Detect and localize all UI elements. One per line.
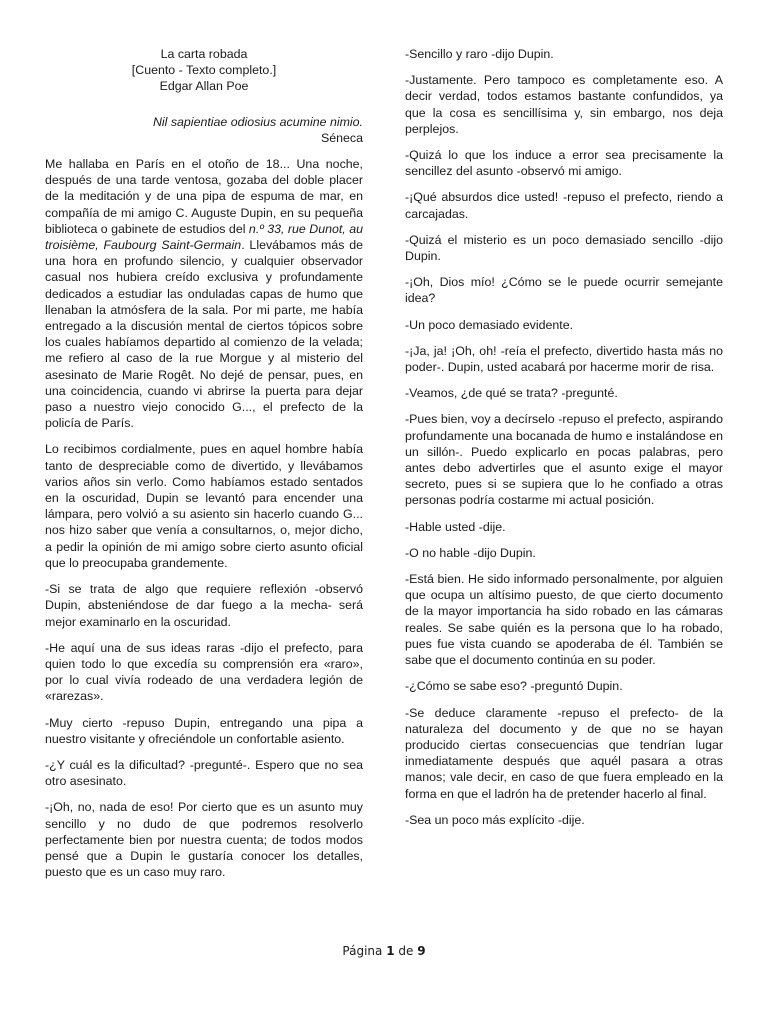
- paragraph: -¿Y cuál es la dificultad? -pregunté-. Espero que no sea otro asesinato.: [45, 757, 363, 789]
- paragraph: -He aquí una de sus ideas raras -dijo el prefecto, para quien todo lo que excedía su comprensión era «raro», por lo cual vivía rodeado de una verdadera legión de «rarezas».: [45, 640, 363, 704]
- epigraph: [45, 114, 363, 146]
- address-text: n.º 33, rue Dunot, au troisième, Faubourg Saint-Germain: [45, 221, 363, 253]
- page-of: de: [398, 944, 414, 958]
- paragraph: -¡Qué absurdos dice usted! -repuso el prefecto, riendo a carcajadas.: [405, 190, 723, 221]
- paragraph: -Si se trata de algo que requiere reflexión -observó Dupin, absteniéndose de dar fuego a la mecha- será mejor examinarlo en la oscuridad.: [45, 582, 363, 629]
- paragraph: Lo recibimos cordialmente, pues en aquel hombre había tanto de despreciable como de divertido, y llevábamos varios años sin verlo. Como habíamos estado sentados en la oscuridad, Dupin se levantó para encender una lámpara, pero volvió a su asiento sin hacerlo cuando G... nos hizo saber que venía a consultarnos, o, mejor dicho, a pedir la opinión de mi amigo sobre cierto asunto oficial que lo preocupaba grandemente.: [45, 442, 363, 570]
- paragraph: -¿Cómo se sabe eso? -preguntó Dupin.: [405, 679, 623, 694]
- story-author: Edgar Allan Poe: [159, 79, 249, 94]
- paragraph-text: . Llevábamos más de una hora en profundo silencio, y cualquier observador casual nos hubiera creído exclusiva y profundamente dedicados a estudiar las onduladas capas de humo que llenaban la atmósfera de la sala. Por mi parte, me había entregado a la discusión mental de ciertos tópicos sobre los cuales habíamos departido al comienzo de la velada; me refiero al caso de la rue Morgue y al misterio del asesinato de Marie Rogêt. No dejé de pensar, pues, en una coincidencia, cuando vi abrirse la puerta para dejar paso a nuestro viejo conocido G..., el prefecto de la policía de París.: [45, 238, 363, 431]
- paragraph: -Veamos, ¿de qué se trata? -pregunté.: [405, 386, 618, 401]
- page-footer: [0, 944, 768, 958]
- paragraph: -¡Oh, Dios mío! ¿Cómo se le puede ocurrir semejante idea?: [405, 275, 723, 306]
- epigraph-quote: Nil sapientiae odiosius acumine nimio.: [152, 114, 363, 129]
- paragraph: -O no hable -dijo Dupin.: [405, 545, 536, 560]
- story-title: La carta robada: [160, 47, 248, 61]
- paragraph: -Pues bien, voy a decírselo -repuso el prefecto, aspirando profundamente una bocanada de humo e instalándose en un sillón-. Puedo explicarlo en pocas palabras, pero antes debo advertirles que el asunto exige el mayor secreto, pues si se supiera que lo he confiado a otras personas podría costarme mi actual posición.: [405, 412, 723, 508]
- left-column: [45, 46, 363, 890]
- paragraph: -Quizá el misterio es un poco demasiado sencillo -dijo Dupin.: [405, 232, 723, 264]
- paragraph: -Quizá lo que los induce a error sea precisamente la sencillez del asunto -observó mi amigo.: [405, 148, 723, 179]
- paragraph: -Justamente. Pero tampoco es completamente eso. A decir verdad, todos estamos bastante confundidos, ya que la cosa es sencillísima y, sin embargo, nos deja perplejos.: [405, 73, 723, 136]
- paragraph: -Se deduce claramente -repuso el prefecto- de la naturaleza del documento y de que no se hayan producido ciertas consecuencias que tendrían lugar inmediatamente después que aquél pasara a otras manos; vale decir, en caso de que fuera empleado en la forma en que el ladrón ha de pretender hacerlo al final.: [405, 705, 723, 801]
- epigraph-attribution: Séneca: [320, 130, 363, 145]
- paragraph-text: Me hallaba en París en el otoño de 18... Una noche, después de una tarde ventosa, gozaba del doble placer de la meditación y de una pipa de espuma de mar, en compañía de mi amigo C. Auguste Dupin, en su pequeña biblioteca o gabinete de estudios del: [45, 157, 363, 236]
- story-subtitle: [Cuento - Texto completo.]: [131, 63, 277, 78]
- paragraph: -Está bien. He sido informado personalmente, por alguien que ocupa un altísimo puesto, de que cierto documento de la mayor importancia ha sido robado en las cámaras reales. Se sabe quién es la persona que lo ha robado, pues fue vista cuando se apoderaba de él. También se sabe que el documento continúa en su poder.: [405, 572, 723, 668]
- page-label: Página: [342, 944, 383, 958]
- right-column: [405, 46, 723, 838]
- page-current: 1: [386, 944, 395, 958]
- page-total: 9: [417, 944, 426, 958]
- paragraph: -Sencillo y raro -dijo Dupin.: [405, 47, 554, 61]
- paragraph: -Hable usted -dije.: [405, 519, 506, 534]
- paragraph: -¡Ja, ja! ¡Oh, oh! -reía el prefecto, divertido hasta más no poder-. Dupin, usted acabará por hacerme morir de risa.: [405, 343, 723, 375]
- title-block: [45, 46, 363, 95]
- paragraph: [45, 156, 363, 431]
- paragraph: -Sea un poco más explícito -dije.: [405, 812, 585, 827]
- paragraph: -Un poco demasiado evidente.: [405, 317, 574, 332]
- paragraph: -Muy cierto -repuso Dupin, entregando una pipa a nuestro visitante y ofreciéndole un confortable asiento.: [45, 715, 363, 746]
- paragraph: -¡Oh, no, nada de eso! Por cierto que es un asunto muy sencillo y no dudo de que podremos resolverlo perfectamente bien por nuestra cuenta; de todos modos pensé que a Dupin le gustaría conocer los detalles, puesto que es un caso muy raro.: [45, 800, 363, 880]
